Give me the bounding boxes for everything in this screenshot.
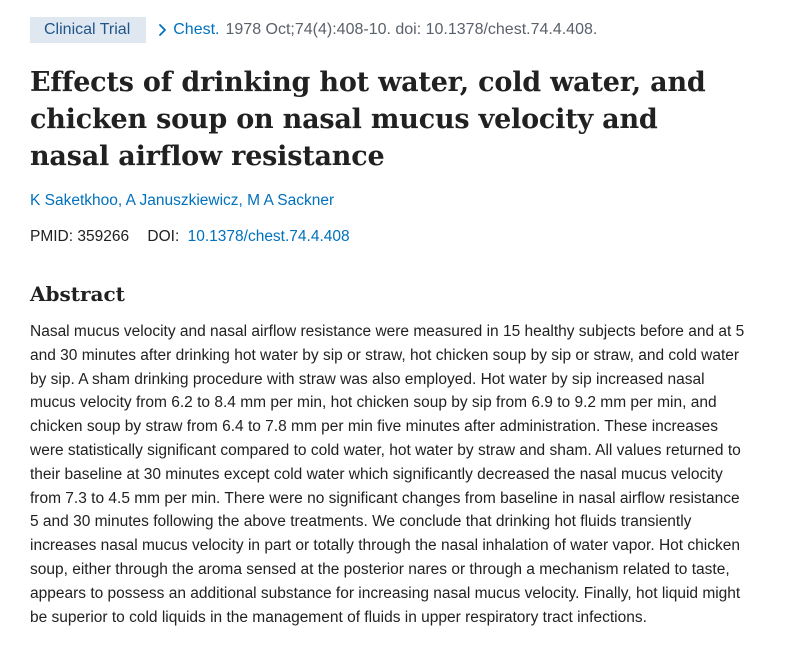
author-list bbox=[30, 192, 334, 210]
author-link[interactable]: K Saketkhoo bbox=[30, 192, 118, 209]
pmid-label: PMID: bbox=[30, 228, 74, 245]
journal-link[interactable]: Chest. bbox=[173, 21, 220, 38]
citation-details: 1978 Oct;74(4):408-10. doi: 10.1378/chest.74.4.408. bbox=[225, 21, 598, 38]
doi-label: DOI: bbox=[147, 228, 180, 245]
author-separator: , bbox=[117, 192, 123, 209]
identifiers-row bbox=[30, 228, 350, 246]
abstract-heading: Abstract bbox=[30, 282, 125, 306]
author-link[interactable]: A Januszkiewicz bbox=[125, 192, 239, 209]
article-title: Effects of drinking hot water, cold water, and chicken soup on nasal mucus velocity and nasal airflow resistance bbox=[30, 67, 706, 172]
publication-type-badge[interactable]: Clinical Trial bbox=[30, 17, 146, 43]
chevron-right-icon bbox=[158, 23, 168, 37]
author-separator: , bbox=[238, 192, 243, 209]
author-link[interactable]: M A Sackner bbox=[247, 192, 335, 209]
doi-link[interactable]: 10.1378/chest.74.4.408 bbox=[187, 228, 350, 245]
abstract-text: Nasal mucus velocity and nasal airflow resistance were measured in 15 healthy subjects before and at 5 and 30 minutes after drinking hot water by sip or straw, hot chicken soup by sip or straw, and cold water by sip. A sham drinking procedure with straw was also employed. Hot water by sip increased nasal mucus velocity from 6.2 to 8.4 mm per min, hot chicken soup by sip from 6.9 to 9.2 mm per min, and chicken soup by straw from 6.4 to 7.8 mm per min five minutes after administration. These increases were statistically significant compared to cold water, hot water by straw and sham. All values returned to their baseline at 30 minutes except cold water which significantly decreased the nasal mucus velocity from 7.3 to 4.5 mm per min. There were no significant changes from baseline in nasal airflow resistance 5 and 30 minutes following the above treatments. We conclude that drinking hot fluids transiently increases nasal mucus velocity in part or totally through the nasal inhalation of water vapor. Hot chicken soup, either through the aroma sensed at the posterior nares or through a mechanism related to taste, appears to possess an additional substance for increasing nasal mucus velocity. Finally, hot liquid might be superior to cold liquids in the management of fluids in upper respiratory tract infections. bbox=[30, 323, 745, 626]
pmid-value: 359266 bbox=[77, 228, 130, 245]
citation-row bbox=[30, 17, 597, 43]
